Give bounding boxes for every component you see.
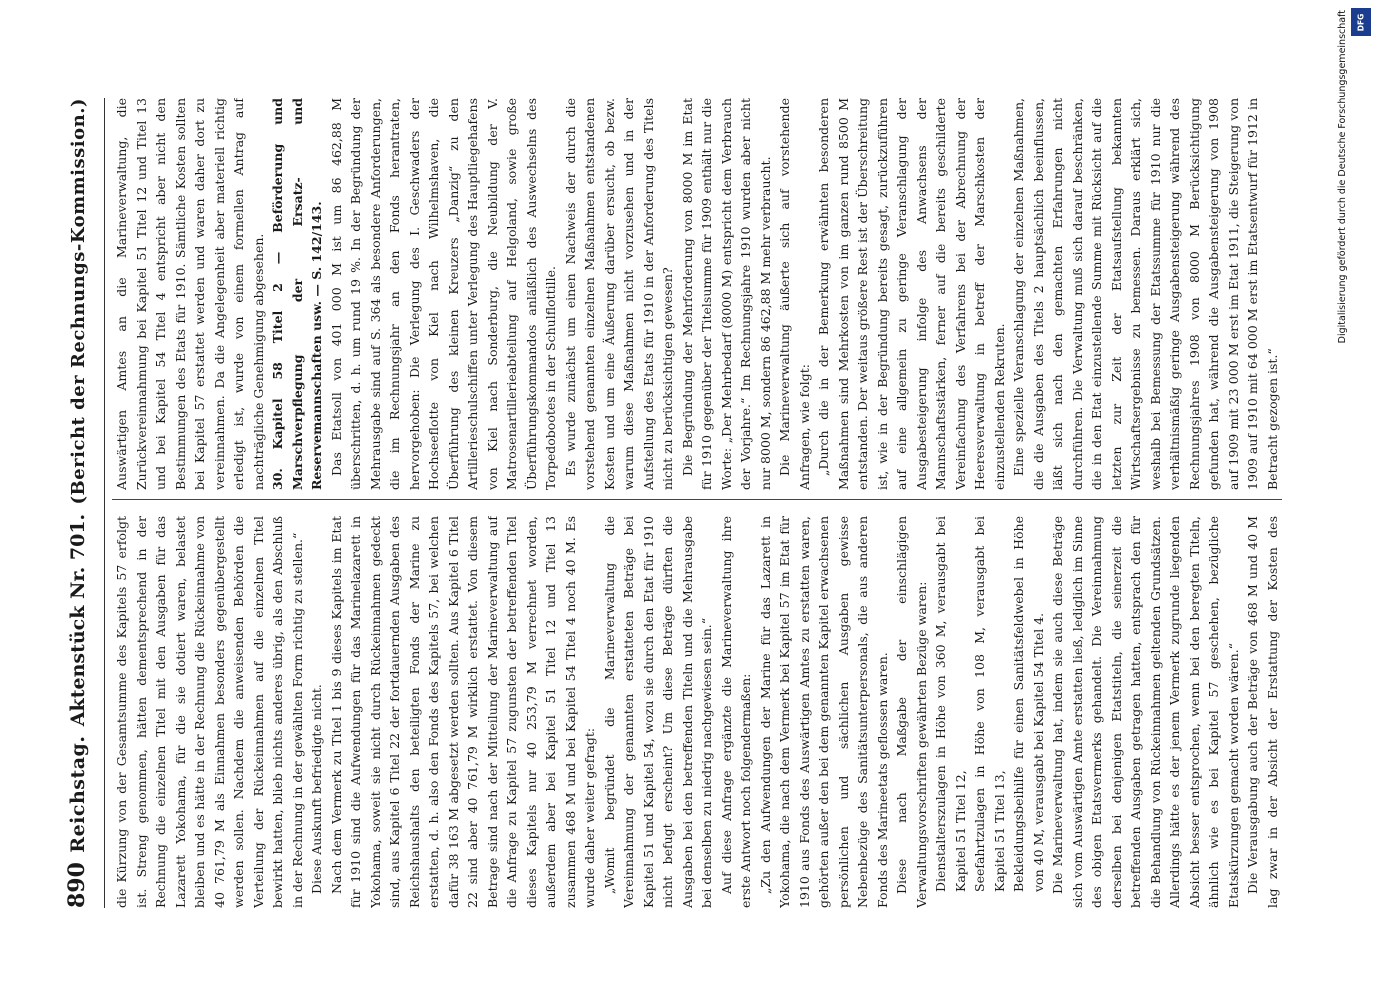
paragraph: die Kürzung von der Gesamtsumme des Kapitels 57 erfolgt ist. Streng genommen, hätten dementsprechend in der Rechnung die einzelnen Titel mit den Ausgaben für das Lazarett Yokohama, für die sie dotiert waren, belastet bleiben und es hätte in der Rechnung die Rückeinnahme von 40 761,79 M als Einnahmen besonders gegenübergestellt werden sollen. Nachdem die anweisenden Behörden die Verteilung der Rückeinnahmen auf die einzelnen Titel bewirkt hatten, blieb nichts anderes übrig, als den Abschluß in der Rechnung in der gewählten Form richtig zu stellen.“ (114, 516, 305, 908)
section-title: Reichstag. (67, 735, 89, 853)
report-title: (Bericht der Rechnungs-Kommission.) (68, 98, 89, 505)
section-heading: 30. Kapitel 58 Titel 2 — Beförderung und Marschverpflegung der Ersatz- und Reservemannschaften usw. — S. 142/143. (270, 98, 324, 490)
paragraph: Diese nach Maßgabe der einschlägigen Verwaltungsvorschriften gewährten Bezüge waren: (894, 516, 929, 908)
document-title: Aktenstück Nr. 701. (67, 513, 89, 727)
paragraph: Die Verausgabung auch der Beträge von 468 M und 40 M lag zwar in der Absicht der Erstattung der Kosten des (1245, 516, 1280, 908)
header-rule (104, 98, 105, 908)
quoted-answer: Eine spezielle Veranschlagung der einzelnen Maßnahmen, die die Ausgaben des Titels 2 hauptsächlich beeinflussen, läßt sich nach den gemachten Erfahrungen nicht durchführen. Die Verwaltung muß sich darauf beschränken, die in den Etat einzustellende Summe mit Rücksicht auf die letzten zur Zeit der Etatsaufstellung bekannten Wirtschaftsergebnisse zu bemessen. Daraus erklärt sich, weshalb bei Bemessung der Etatssumme für 1910 nur die verhältnismäßig geringe Ausgabensteigerung während des Rechnungsjahres 1908 von 8000 M Berücksichtigung gefunden hat, während die Ausgabensteigerung von 1908 auf 1909 mit 23 000 M erst im Etat 1911, die Steigerung von 1909 auf 1910 mit 64 000 M erst im Etatsentwurf für 1912 in Betracht gezogen ist.“ (1011, 98, 1280, 490)
page-number: 890 (64, 862, 90, 908)
list-item: Dienstalterszulagen in Höhe von 360 M, verausgabt bei Kapitel 51 Titel 12, (933, 516, 968, 892)
paragraph: Die Begründung der Mehrforderung von 8000 M im Etat für 1910 gegenüber der Titelsumme für 1909 enthält nur die Worte: „Der Mehrbedarf (8000 M) entspricht dem Verbrauch der Vorjahre.“ Im Rechnungsjahre 1910 wurden aber nicht nur 8000 M, sondern 86 462,88 M mehr verbraucht. (679, 98, 773, 490)
paragraph: Die Marineverwaltung hat, indem sie auch diese Beträge sich vom Auswärtigen Amte erstatten ließ, lediglich im Sinne des obigen Etatsvermerks gehandelt. Die Vereinnahmung derselben bei denjenigen Etatstiteln, die seinerzeit die betreffenden Ausgaben getragen hatten, entsprach den für die Behandlung von Rückeinnahmen geltenden Grundsätzen. Allerdings hätte es der jenem Vermerk zugrunde liegenden Absicht besser entsprochen, wenn bei den beregten Titeln, ähnlich wie es bei Kapitel 57 geschehen, bezügliche Etatskürzungen gemacht worden wären.“ (1050, 516, 1241, 908)
digitization-credit (1329, 10, 1349, 990)
dfg-logo (1351, 8, 1371, 36)
paragraph: Es wurde zunächst um einen Nachweis der durch die vorstehend genannten einzelnen Maßnahmen entstandenen Kosten und um eine Äußerung darüber ersucht, ob bezw. warum diese Maßnahmen nicht vorzusehen und in der Aufstellung des Etats für 1910 in der Anforderung des Titels nicht zu berücksichtigen gewesen? (562, 98, 675, 490)
paragraph: Nach dem Vermerk zu Titel 1 bis 9 dieses Kapitels im Etat für 1910 sind die Aufwendungen für das Marinelazarett in Yokohama, soweit sie nicht durch Rückeinnahmen gedeckt sind, aus Kapitel 6 Titel 22 der fortdauernden Ausgaben des Reichshaushalts den beteiligten Fonds der Marine zu erstatten, d. h. also den Fonds des Kapitels 57, bei welchen dafür 38 163 M abgesetzt werden sollten. Aus Kapitel 6 Titel 22 sind aber 40 761,79 M wirklich erstattet. Von diesem Betrage sind nach der Mitteilung der Marineverwaltung auf die Anfrage zu Kapitel 57 zugunsten der betreffenden Titel dieses Kapitels nur 40 253,79 M verrechnet worden, außerdem aber bei Kapitel 51 Titel 12 und Titel 13 zusammen 468 M und bei Kapitel 54 Titel 4 noch 40 M. Es wurde daher weiter gefragt: (328, 516, 597, 908)
dfg-logo-text: DFG (1356, 13, 1366, 31)
left-column (112, 516, 1282, 908)
paragraph: Das Etatsoll von 401 000 M ist um 86 462,88 M überschritten, d. h. um rund 19 %. In der Begründung der Mehrausgabe sind auf S. 364 als besondere Anforderungen, die im Rechnungsjahr an den Fonds herantraten, hervorgehoben: Die Verlegung des I. Geschwaders der Hochseeflotte von Kiel nach Wilhelmshaven, die Überführung des kleinen Kreuzers „Danzig“ zu den Artillerieschulschiffen unter Verlegung des Hauptliegehafens von Kiel nach Sonderburg, die Neubildung der V. Matrosenartillerieabteilung auf Helgoland, sowie große Überführungskommandos anläßlich des Auswechselns des Torpedobootes in der Schulflottille. (328, 98, 558, 490)
list-item: Seefahrtzulagen in Höhe von 108 M, verausgabt bei Kapitel 51 Titel 13, (972, 516, 1007, 892)
column-divider (112, 499, 1282, 500)
quoted-question: „Womit begründet die Marineverwaltung die Vereinnahmung der genannten erstatteten Beträge bei Kapitel 51 und Kapitel 54, wozu sie durch den Etat für 1910 nicht befugt erscheint? Um diese Beträge dürften die Ausgaben bei den betreffenden Titeln und die Mehrausgabe bei denselben zu niedrig nachgewiesen sein.“ (601, 516, 714, 908)
quoted-answer: „Durch die in der Bemerkung erwähnten besonderen Maßnahmen sind Mehrkosten von im ganzen rund 8500 M entstanden. Der weitaus größere Rest ist der Überschreitung ist, wie in der Begründung bereits gesagt, zurückzuführen auf eine allgemein zu geringe Veranschlagung der Ausgabesteigerung infolge des Anwachsens der Mannschaftsstärken, ferner auf die bereits geschilderte Vereinfachung des Verfahrens bei der Abrechnung der Heeresverwaltung in betreff der Marschkosten der einzustellenden Rekruten. (816, 98, 1007, 490)
paragraph: Die Marineverwaltung äußerte sich auf vorstehende Anfragen, wie folgt: (777, 98, 812, 490)
list-item: Bekleidungsbeihilfe für einen Sanitätsfeldwebel in Höhe von 40 M, verausgabt bei Kapitel 54 Titel 4. (1011, 516, 1046, 892)
quoted-answer: „Zu den Aufwendungen der Marine für das Lazarett in Yokohama, die nach dem Vermerk bei Kapitel 57 im Etat für 1910 aus Fonds des Auswärtigen Amtes zu erstatten waren, gehörten außer den bei dem genannten Kapitel erwachsenen persönlichen und sächlichen Ausgaben gewisse Nebenbezüge des Sanitätsunterpersonals, die aus anderen Fonds des Marineetats geflossen waren. (757, 516, 890, 908)
paragraph: Auf diese Anfrage ergänzte die Marineverwaltung ihre erste Antwort noch folgendermaßen: (718, 516, 753, 908)
paragraph: Auswärtigen Amtes an die Marineverwaltung, die Zurückvereinnahmung bei Kapitel 51 Titel 12 und Titel 13 und bei Kapitel 54 Titel 4 entspricht aber nicht den Bestimmungen des Etats für 1910. Sämtliche Kosten sollten bei Kapitel 57 erstattet werden und waren daher dort zu vereinnahmen. Da die Angelegenheit aber materiell richtig erledigt ist, wurde von einem formellen Antrag auf nachträgliche Genehmigung abgesehen. (114, 98, 266, 490)
paragraph: Diese Auskunft befriedigte nicht. (309, 684, 324, 894)
page-header (64, 98, 104, 908)
credit-text: Digitalisierung gefördert durch die Deutsche Forschungsgemeinschaft (1337, 10, 1348, 344)
right-column (112, 98, 1282, 490)
